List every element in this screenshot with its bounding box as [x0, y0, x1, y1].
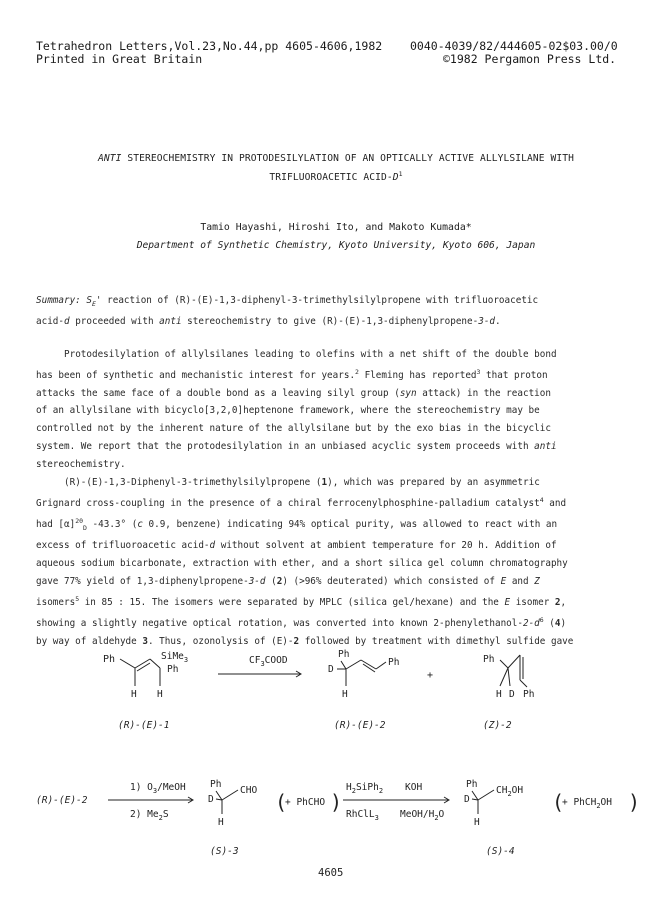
svg-text:Ph: Ph	[523, 689, 535, 700]
authors: Tamio Hayashi, Hiroshi Ito, and Makoto Kumada*	[200, 222, 472, 233]
reagent-h2siph2: $H_2SiPh_2$	[346, 782, 384, 795]
compound-1-structure	[103, 651, 188, 700]
p1-line4: of an allylsilane with bicyclo[3,2,0]heptenone framework, where the stereochemistry may be	[36, 405, 540, 417]
plus-1: +	[427, 670, 434, 681]
p2-line2: Grignard cross-coupling in the presence of a chiral ferrocenylphosphine-palladium catalyst$^4$ and	[36, 495, 567, 509]
summary-text2d: anti	[159, 315, 182, 327]
summary-text2g: .	[495, 315, 501, 327]
svg-text:CHO: CHO	[240, 785, 258, 796]
reagent-cf3cood: $CF_3COOD$	[249, 655, 288, 668]
reagent-koh: KOH	[405, 782, 423, 793]
title-footnote-ref: 1	[398, 170, 403, 178]
label-compound-4: (S)-4	[486, 846, 515, 857]
svg-text:CH2OH: $CH_2OH$	[496, 785, 524, 798]
p2-line6: gave 77% yield of 1,3-diphenylpropene-3-d (2) (>96% deuterated) which consisted of E and Z	[36, 576, 540, 588]
svg-text:D: D	[509, 689, 515, 700]
svg-text:D: D	[464, 794, 470, 805]
affiliation: Department of Synthetic Chemistry, Kyoto University, Kyoto 606, Japan	[136, 240, 536, 251]
p1-line6: system. We report that the protodesilylation in an unbiased acyclic system proceeds with anti	[36, 441, 557, 453]
p2-line5: aqueous sodium bicarbonate, extraction with ether, and a short silica gel column chromatography	[36, 558, 568, 570]
p1-line3: attacks the same face of a double bond as a leaving silyl group (syn attack) in the reaction	[36, 387, 551, 399]
compound-2e-structure	[328, 649, 399, 700]
p2-line8: showing a slightly negative optical rotation, was converted into known $2-phenylethanol-2-d^6$ (4)	[36, 615, 567, 629]
paren-open-1: (	[275, 790, 288, 814]
title-anti: ANTI	[98, 153, 122, 164]
summary-text2a: acid-	[36, 315, 64, 327]
svg-text:H: H	[342, 689, 348, 700]
copyright: ©1982 Pergamon Press Ltd.	[443, 52, 617, 66]
p2-line4: excess of trifluoroacetic acid-d without solvent at ambient temperature for 20 h. Addition of	[36, 540, 557, 552]
summary-se-prime: '	[95, 295, 102, 306]
summary-se-sub: E	[92, 299, 96, 308]
paren-close-1: )	[330, 790, 343, 814]
compound-2z-structure	[483, 654, 534, 700]
svg-text:Ph: Ph	[388, 657, 400, 668]
title-line2-text: TRIFLUOROACETIC ACID-	[269, 172, 393, 184]
label-compound-1: (R)-(E)-1	[118, 720, 170, 731]
paren-close-2: )	[628, 790, 641, 814]
step1-top: 1) $O_3$/MeOH	[130, 782, 186, 795]
step1-bottom: 2) $Me_2S$	[130, 809, 169, 822]
summary-text2f: 3-d	[478, 315, 496, 327]
label-compound-3: (S)-3	[210, 846, 239, 857]
c1-ph-right: Ph	[167, 664, 179, 675]
svg-text:D: D	[328, 664, 334, 675]
c1-ph-left: Ph	[103, 654, 116, 665]
label-compound-2z: (Z)-2	[483, 720, 512, 731]
printed-in: Printed in Great Britain	[36, 52, 203, 66]
p1-line5: controlled not by the inherent nature of the allylsilane but by the exo bias in the bicyclic	[36, 423, 551, 435]
paren-open-2: (	[552, 790, 565, 814]
svg-text:H: H	[496, 689, 502, 700]
p1-line7: stereochemistry.	[36, 458, 126, 470]
c1-sime3: SiMe$_3$	[161, 651, 189, 664]
p2-line3: had $[\alpha]^{20}_D$ -43.3° (c 0.9, benzene) indicating 94% optical purity, was allowed to react with an	[36, 516, 558, 532]
svg-text:Ph: Ph	[338, 649, 350, 660]
title-line1-text: STEREOCHEMISTRY IN PROTODESILYLATION OF AN OPTICALLY ACTIVE ALLYLSILANE WITH	[121, 153, 574, 164]
summary-se: S	[86, 295, 92, 306]
p1-line2: has been of synthetic and mechanistic interest for years.$^2$ Fleming has reported$^3$ that proton	[36, 367, 548, 381]
start-label: (R)-(E)-2	[36, 795, 88, 806]
p2-line9: by way of aldehyde 3. Thus, ozonolysis of (E)-2 followed by treatment with dimethyl sulfide gave	[36, 635, 574, 647]
c1-h2: H	[157, 689, 163, 700]
c1-h1: H	[131, 689, 137, 700]
reagent-meoh-h2o: MeOH/$H_2O$	[400, 809, 445, 822]
svg-text:Ph: Ph	[483, 654, 495, 665]
summary-text2e: stereochemistry to give (R)-(E)-1,3-diphenylpropene-	[181, 315, 479, 327]
svg-text:H: H	[218, 817, 224, 828]
compound-3-structure	[208, 779, 257, 828]
summary-text2c: proceeded with	[69, 315, 160, 327]
p2-line7: isomers$^5$ in 85 : 15. The isomers were separated by MPLC (silica gel/hexane) and the E isomer 2,	[36, 594, 567, 608]
compound-4-structure	[464, 779, 523, 828]
p1-line1: Protodesilylation of allylsilanes leading to olefins with a net shift of the double bond	[64, 349, 557, 360]
svg-text:H: H	[474, 817, 480, 828]
journal-citation: Tetrahedron Letters,Vol.23,No.44,pp 4605-4606,1982	[36, 39, 383, 53]
title-line2-d: D	[392, 172, 399, 184]
svg-text:Ph: Ph	[466, 779, 478, 790]
reagent-rhcl: RhClL$_3$	[346, 809, 379, 822]
summary-text2b: d	[64, 315, 70, 327]
p2-line1: (R)-(E)-1,3-Diphenyl-3-trimethylsilylpropene (1), which was prepared by an asymmetric	[64, 477, 540, 488]
summary-label: Summary:	[36, 295, 81, 306]
journal-code: 0040-4039/82/444605-02$03.00/0	[410, 39, 618, 53]
svg-text:Ph: Ph	[210, 779, 222, 790]
byproduct-phcho: + PhCHO	[285, 797, 326, 808]
svg-text:D: D	[208, 794, 214, 805]
page-number: 4605	[318, 867, 344, 879]
summary-text1: reaction of (R)-(E)-1,3-diphenyl-3-trimethylsilylpropene with trifluoroacetic	[101, 295, 539, 306]
byproduct-phch2oh: + PhCH$_2$OH	[562, 797, 612, 810]
label-compound-2e: (R)-(E)-2	[334, 720, 386, 731]
